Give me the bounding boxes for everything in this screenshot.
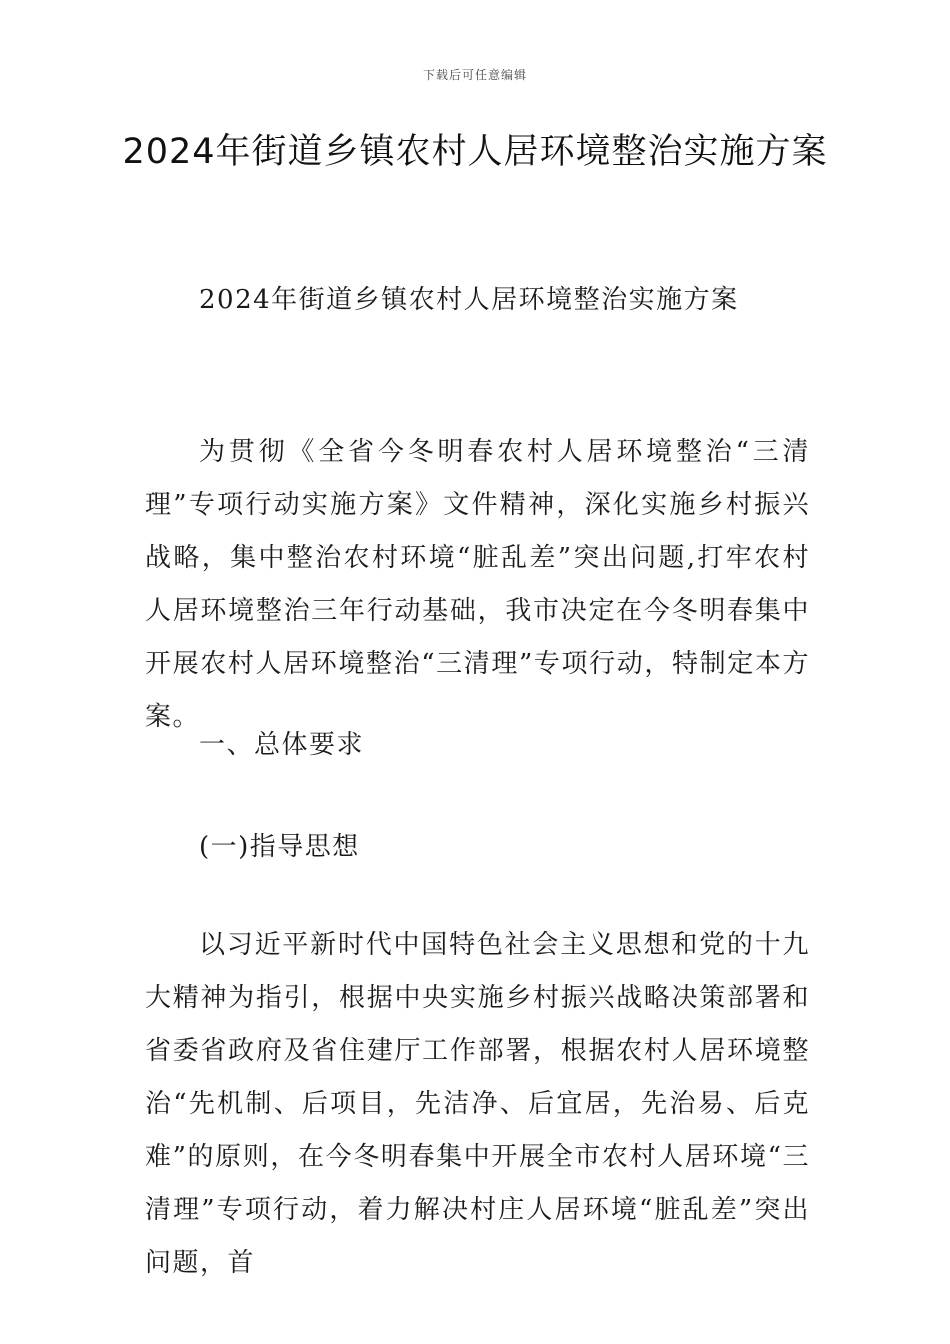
document-title: 2024年街道乡镇农村人居环境整治实施方案 [122,132,828,172]
section-heading: 一、总体要求 [199,730,365,760]
document-subtitle: 2024年街道乡镇农村人居环境整治实施方案 [199,285,739,315]
subsection-heading: (一)指导思想 [199,832,360,862]
intro-paragraph: 为贯彻《全省今冬明春农村人居环境整治“三清理”专项行动实施方案》文件精神，深化实施乡村振兴战略，集中整治农村环境“脏乱差”突出问题,打牢农村人居环境整治三年行动基础，我市决定在今冬明春集中开展农村人居环境整治“三清理”专项行动，特制定本方案。 [145,437,810,732]
guiding-paragraph: 以习近平新时代中国特色社会主义思想和党的十九大精神为指引，根据中央实施乡村振兴战略决策部署和省委省政府及省住建厅工作部署，根据农村人居环境整治“先机制、后项目，先洁净、后宜居，先治易、后克难”的原则，在今冬明春集中开展全市农村人居环境“三清理”专项行动，着力解决村庄人居环境“脏乱差”突出问题，首 [145,930,810,1278]
header-note: 下载后可任意编辑 [422,68,527,82]
